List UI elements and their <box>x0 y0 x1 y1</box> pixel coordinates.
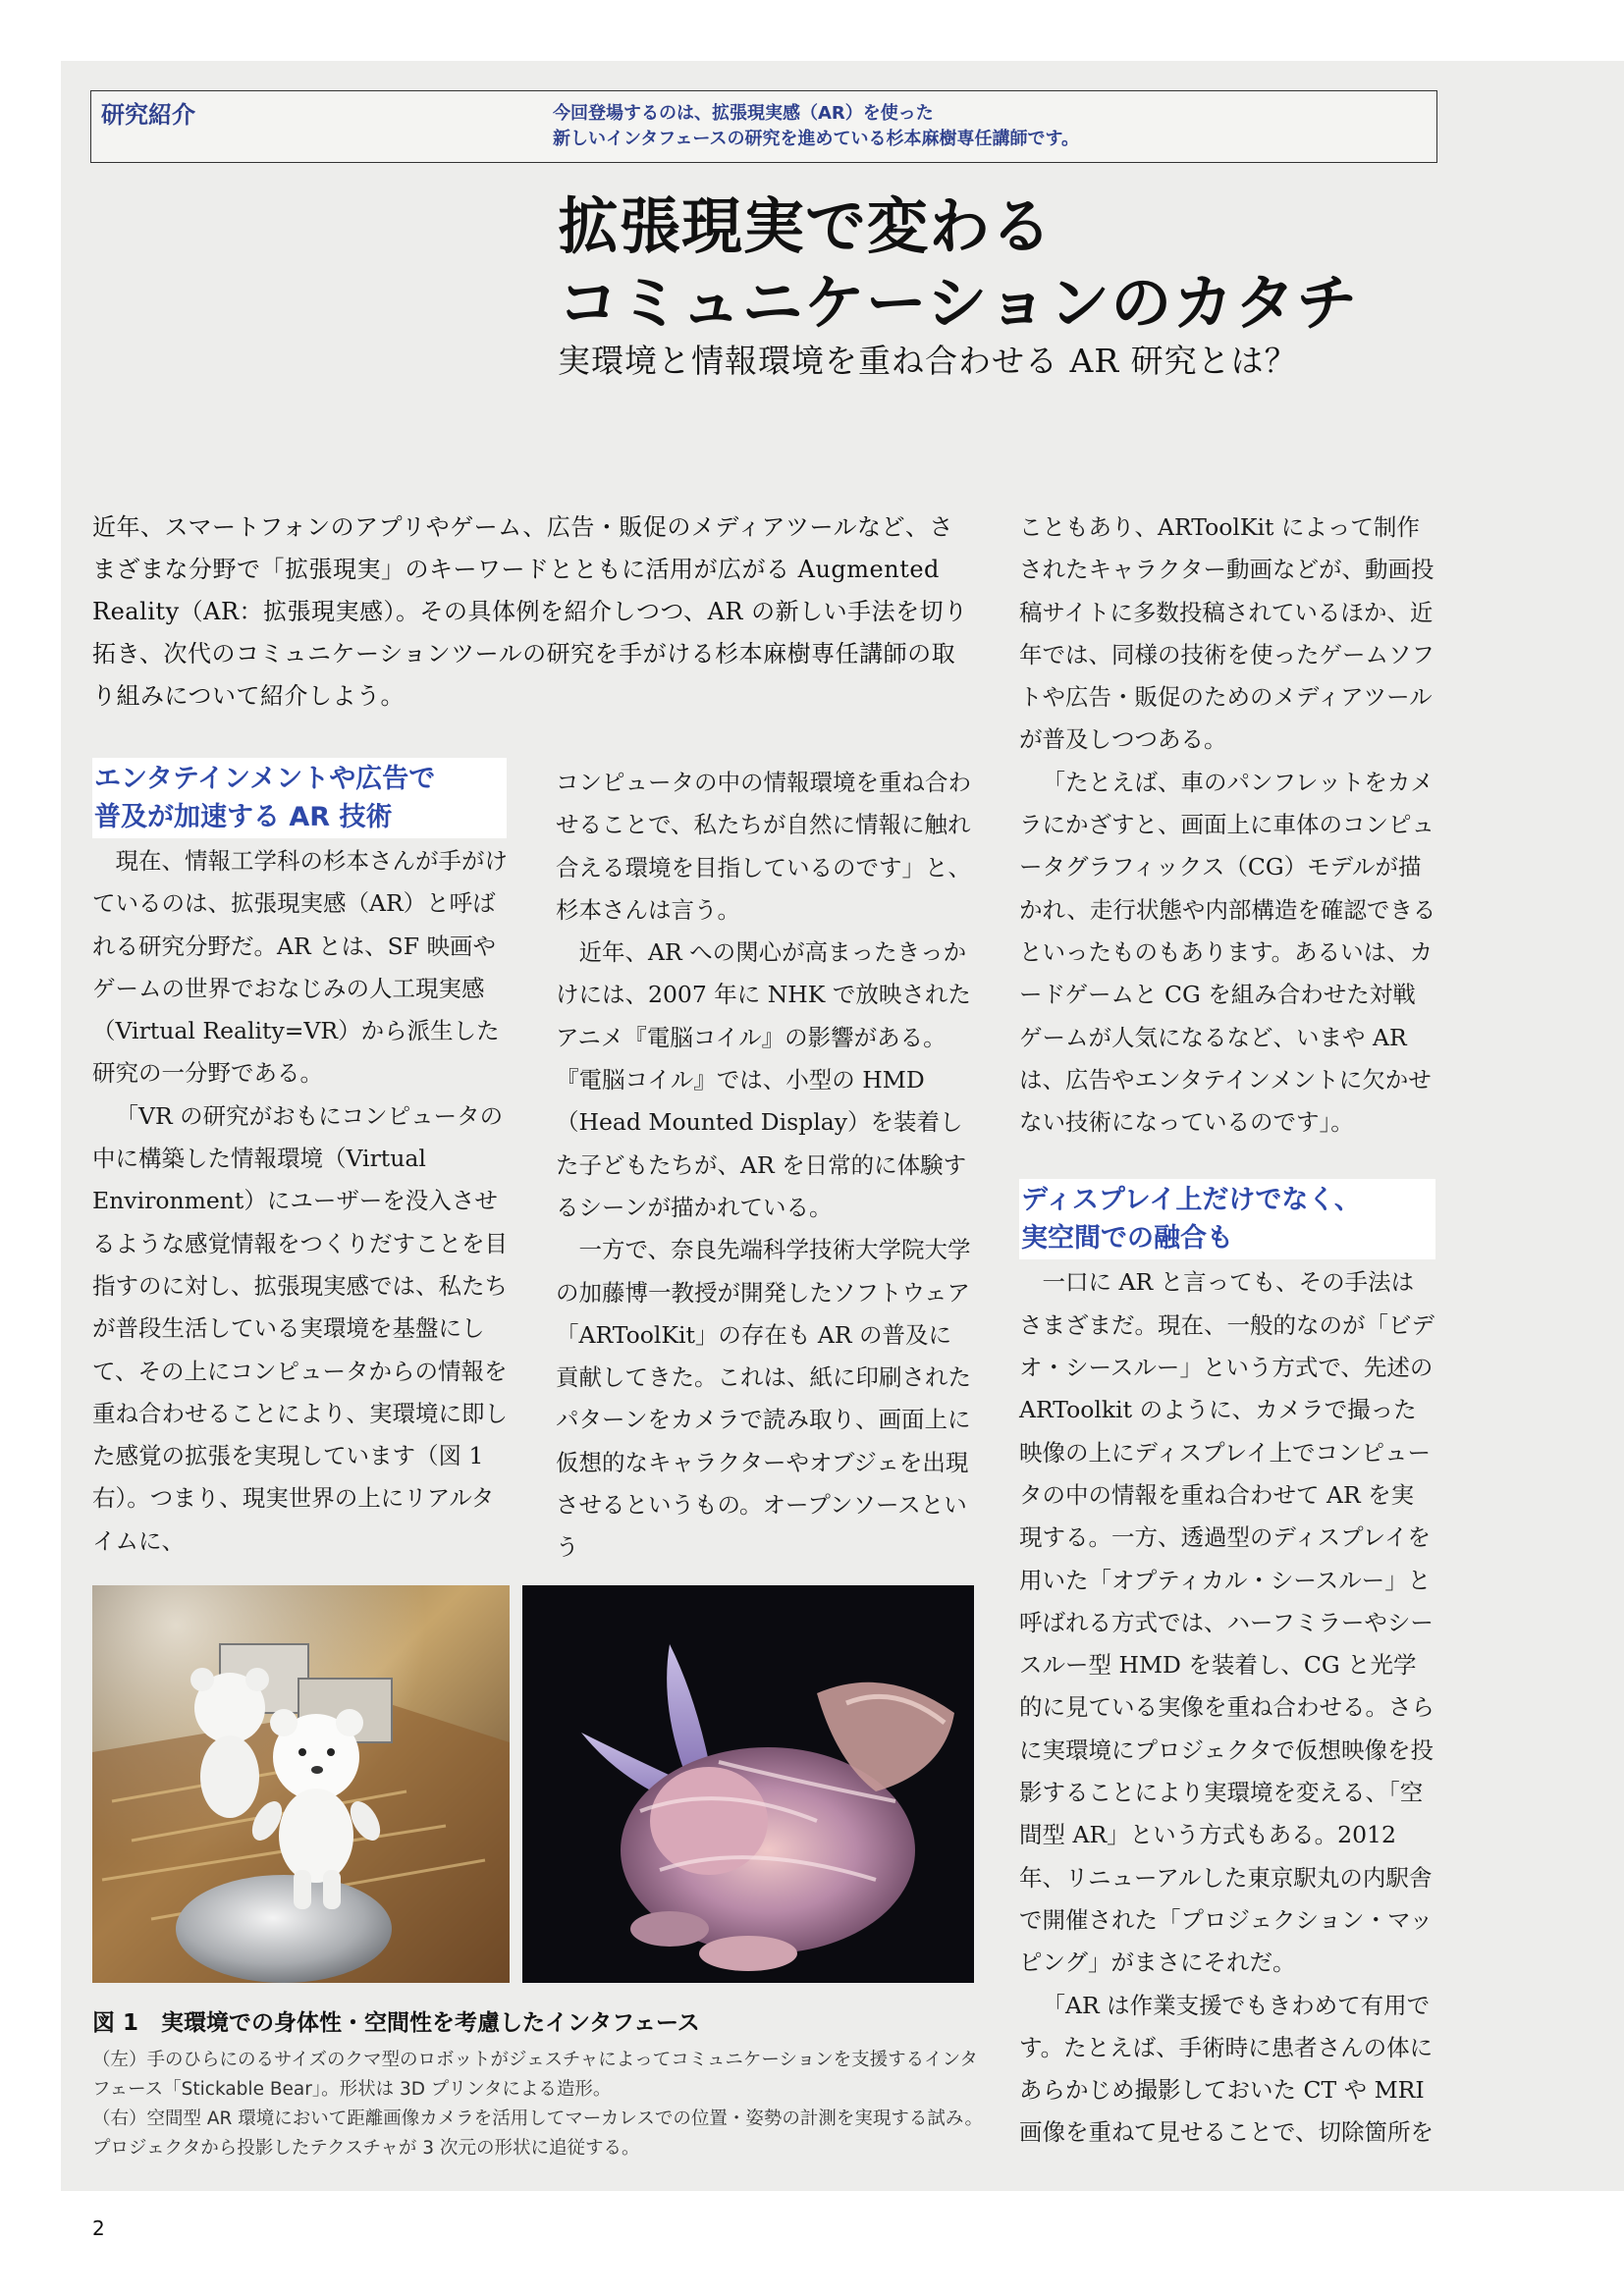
page-number: 2 <box>92 2216 105 2240</box>
body-paragraph: 現在、情報工学科の杉本さんが手がけているのは、拡張現実感（AR）と呼ばれる研究分野だ。AR とは、SF 映画やゲームの世界でおなじみの人工現実感（Virtual Reality=VR）から派生した研究の一分野である。 <box>92 847 508 1088</box>
photo-stickable-bear <box>92 1585 510 1983</box>
heading-line-1: エンタテインメントや広告で <box>94 764 436 794</box>
column-3 <box>1019 507 1436 2155</box>
title-line-1: 拡張現実で変わる <box>558 190 1054 262</box>
heading-line-2: 実空間での融合も <box>1021 1223 1233 1255</box>
body-paragraph: 一方で、奈良先端科学技術大学院大学の加藤博一教授が開発したソフトウェア「ARToolKit」の存在も AR の普及に貢献してきた。これは、紙に印刷されたパターンをカメラで読み取り、画面上に仮想的なキャラクターやオブジェを出現させるというもの。オープンソースという <box>556 1236 971 1562</box>
article-subtitle: 実環境と情報環境を重ね合わせる AR 研究とは？ <box>558 342 1298 380</box>
body-paragraph: こともあり、ARToolKit によって制作されたキャラクター動画などが、動画投稿サイトに多数投稿されているほか、近年では、同様の技術を使ったゲームソフトや広告・販促のためのメディアツールが普及しつつある。 <box>1019 513 1435 754</box>
title-line-2: コミュニケーションのカタチ <box>558 267 1359 339</box>
column-2 <box>556 762 973 1570</box>
figure-caption-left: （左）手のひらにのるサイズのクマ型のロボットがジェスチャによってコミュニケーションを支援するインタフェース「Stickable Bear」。形状は 3D プリンタによる造形。 <box>92 2050 978 2100</box>
body-paragraph: 「VR の研究がおもにコンピュータの中に構築した情報環境（Virtual Environment）にユーザーを没入させるような感覚情報をつくりだすことを目指すのに対し、拡張現実感では、私たちが普段生活している実環境を基盤にして、その上にコンピュータからの情報を重ね合わせることにより、実環境に即した感覚の拡張を実現しています（図 1 右）。つまり、現実世界の上にリアルタイムに、 <box>92 1101 508 1555</box>
column-1 <box>92 758 510 1563</box>
body-paragraph: 「AR は作業支援でもきわめて有用です。たとえば、手術時に患者さんの体にあらかじめ撮影しておいた CT や MRI 画像を重ねて見せることで、切除箇所を <box>1019 1991 1434 2147</box>
article-title <box>558 188 1358 342</box>
heading-line-2: 普及が加速する AR 技術 <box>94 802 393 832</box>
projection-mapping-image <box>522 1585 974 1983</box>
body-paragraph: 一口に AR と言っても、その手法はさまざまだ。現在、一般的なのが「ビデオ・シースルー」という方式で、先述の ARToolkit のように、カメラで撮った映像の上にディスプレイ上でコンピュータの中の情報を重ね合わせて AR を実現する。一方、透過型のディスプレイを用いた「オプティカル・シースルー」と呼ばれる方式では、ハーフミラーやシースルー型 HMD を装着し、CG と光学的に見ている実像を重ね合わせる。さらに実環境にプロジェクタで仮想映像を投影することにより実環境を変える、「空間型 AR」という方式もある。2012 年、リニューアルした東京駅丸の内駅舎で開催された「プロジェクション・マッピング」がまさにそれだ。 <box>1019 1268 1435 1977</box>
section-label: 研究紹介 <box>101 101 195 129</box>
body-paragraph: 近年、AR への関心が高まったきっかけには、2007 年に NHK で放映されたアニメ『電脳コイル』の影響がある。『電脳コイル』では、小型の HMD（Head Mounted Display）を装着した子どもたちが、AR を日常的に体験するシーンが描かれている。 <box>556 938 971 1221</box>
figure-caption-right: （右）空間型 AR 環境において距離画像カメラを活用してマーカレスでの位置・姿勢の計測を実現する試み。プロジェクタから投影したテクスチャが 3 次元の形状に追従する。 <box>92 2109 983 2159</box>
intro-line-1: 今回登場するのは、拡張現実感（AR）を使った <box>553 103 934 124</box>
lead-paragraph: 近年、スマートフォンのアプリやゲーム、広告・販促のメディアツールなど、さまざまな分野で「拡張現実」のキーワードとともに活用が広がる Augmented Reality（AR：拡張現実感）。その具体例を紹介しつつ、AR の新しい手法を切り拓き、次代のコミュニケーションツールの研究を手がける杉本麻樹専任講師の取り組みについて紹介しよう。 <box>92 513 968 710</box>
section-heading-display <box>1019 1179 1435 1259</box>
section-intro <box>553 101 1079 152</box>
intro-line-2: 新しいインタフェースの研究を進めている杉本麻樹専任講師です。 <box>553 129 1080 149</box>
heading-line-1: ディスプレイ上だけでなく、 <box>1021 1185 1361 1216</box>
section-header <box>90 90 1437 163</box>
body-paragraph: コンピュータの中の情報環境を重ね合わせることで、私たちが自然に情報に触れ合える環境を目指しているのです」と、杉本さんは言う。 <box>556 769 971 924</box>
figure-caption <box>92 2046 996 2163</box>
body-paragraph: 「たとえば、車のパンフレットをカメラにかざすと、画面上に車体のコンピュータグラフィックス（CG）モデルが描かれ、走行状態や内部構造を確認できるといったものもあります。あるいは、カードゲームと CG を組み合わせた対戦ゲームが人気になるなど、いまや AR は、広告やエンタテインメントに欠かせない技術になっているのです」。 <box>1019 768 1436 1137</box>
photo-spatial-ar <box>522 1585 974 1983</box>
section-heading-entertainment <box>92 758 507 838</box>
bear-robot-image <box>92 1585 510 1983</box>
figure-caption-title: 図 1 実環境での身体性・空間性を考慮したインタフェース <box>92 2010 700 2036</box>
